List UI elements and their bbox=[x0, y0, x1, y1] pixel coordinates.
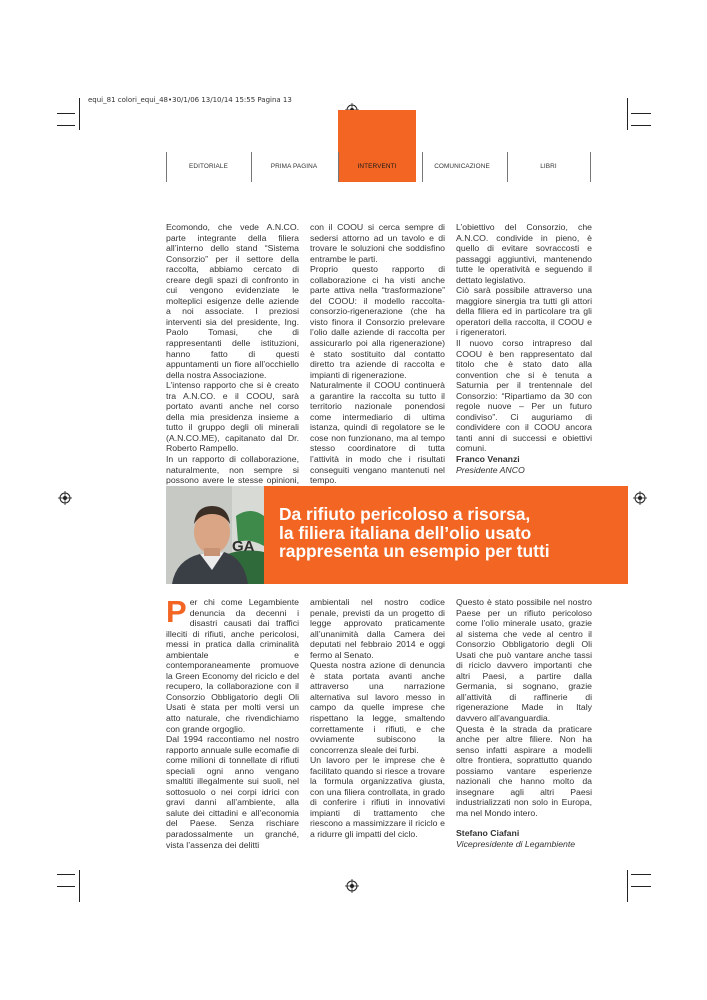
paragraph bbox=[166, 594, 299, 734]
signature-name: Franco Venanzi bbox=[456, 454, 520, 465]
print-slug: equi_81 colori_equi_48•30/1/06 13/10/14 15:55 Pagina 13 bbox=[88, 96, 292, 104]
registration-mark-icon bbox=[633, 491, 647, 505]
paragraph: Questa è la strada da praticare anche per altre filiere. Non ha senso infatti aspirare a modelli oltre frontiera, soprattutto quando possiamo vantare esperienze nazionali che hanno molto da insegnare agli altri Paesi industrializzati non solo in Europa, ma nel Mondo intero. bbox=[456, 723, 592, 818]
paragraph: Ecomondo, che vede A.N.CO. parte integrante della filiera all’interno dello stand “Sistema Consorzio” per il settore della raccolta, abbiamo cercato di creare degli spazi di confronto in cui vengono evidenziate le molteplici esigenze delle aziende a noi associate. I preziosi interventi sia del presidente, Ing. Paolo Tomasi, che di rappresentanti delle istituzioni, hanno fatto di questi appuntamenti un fiore all’occhiello della nostra Associazione. bbox=[166, 222, 299, 380]
headline-line: rappresenta un esempio per tutti bbox=[279, 541, 550, 561]
nav-divider bbox=[590, 152, 591, 182]
paragraph: Proprio questo rapporto di collaborazione ci ha visti anche parte attiva nella “trasformazione” del COOU: il modello raccolta-consorzio-rigenerazione (che ha visto finora il Consorzio prelevare l’olio dalle aziende di raccolta per assicurarlo poi alla rigenerazione) è stato sostituito dal contatto diretto tra aziende di raccolta e impianti di rigenerazione. bbox=[310, 264, 445, 380]
signature-name: Stefano Ciafani bbox=[456, 828, 520, 839]
paragraph: L’obiettivo del Consorzio, che A.N.CO. condivide in pieno, è quello di evitare sovraccosti e passaggi aggiuntivi, mantenendo tutte le operatività e seguendo il dettato legislativo. bbox=[456, 222, 592, 285]
nav-item-editoriale[interactable]: EDITORIALE bbox=[189, 163, 228, 170]
photo-background-lettering: GA bbox=[232, 538, 255, 555]
paragraph: Questo è stato possibile nel nostro Paese per un rifiuto pericoloso come l’olio minerale usato, grazie al sistema che vede al centro il Consorzio Obbligatorio degli Oli Usati che può vantare anche tassi di riciclo davvero importanti che altri Paesi, a partire dalla Germania, si sognano, grazie all’attività di raffinerie di rigenerazione Made in Italy davvero all’avanguardia. bbox=[456, 597, 592, 724]
drop-cap: P bbox=[166, 594, 187, 629]
paragraph: Naturalmente il COOU continuerà a garantire la raccolta su tutto il territorio nazionale ponendosi come intermediario di ultima istanza, quindi di regolatore se le cose non funzionano, ma al tempo stesso coordinatore di tutta l’attività in modo che i risultati conseguiti vengano mantenuti nel tempo. bbox=[310, 380, 445, 486]
paragraph: L’intenso rapporto che si è creato tra A.N.CO. e il COOU, sarà portato avanti anche nel corso della mia presidenza insieme a tutto il gruppo degli oli minerali (A.N.CO.ME), capitanato dal Dr. Roberto Rampello. bbox=[166, 380, 299, 454]
article1-column-2 bbox=[310, 222, 445, 486]
paragraph: Ciò sarà possibile attraverso una maggiore sinergia tra tutti gli attori della filiera ed in particolare tra gli operatori della raccolta, il COOU e i rigeneratori. bbox=[456, 285, 592, 338]
article1-column-3 bbox=[456, 222, 592, 475]
paragraph-text: er chi come Legambiente denuncia da decenni i disastri causati dai traffici illeciti di rifiuti, anche pericolosi, messi in pratica dalla criminalità ambientale e contemporaneamente promuove la Green Economy del riciclo e del recupero, la collaborazione con il Consorzio Obbligatorio degli Oli Usati è stata per molti versi un atto naturale, che rivendichiamo con grande orgoglio. bbox=[166, 597, 299, 734]
paragraph: Un lavoro per le imprese che è facilitato quando si riesce a trovare la formula organizzativa giusta, con una filiera controllata, in grado di conferire i rifiuti in innovativi impianti di trattamento che riescono a massimizzare il riciclo e a ridurre gli impatti del ciclo. bbox=[310, 755, 445, 840]
article1-column-1 bbox=[166, 222, 299, 496]
article2-column-1 bbox=[166, 594, 299, 850]
article2-column-3 bbox=[456, 597, 592, 850]
registration-mark-icon bbox=[58, 491, 72, 505]
section-nav bbox=[166, 152, 590, 182]
nav-item-interventi[interactable]: INTERVENTI bbox=[357, 163, 397, 170]
signature-role: Vicepresidente di Legambiente bbox=[456, 839, 576, 850]
paragraph: ambientali nel nostro codice penale, previsti da un progetto di legge approvato praticamente all’unanimità dalla Camera dei deputati nel febbraio 2014 e oggi fermo al Senato. bbox=[310, 597, 445, 660]
paragraph: In un rapporto di collaborazione, naturalmente, non sempre si possono avere le stesse opinioni, bbox=[166, 454, 299, 486]
article2-column-2 bbox=[310, 597, 445, 840]
headline-line: la filiera italiana dell’olio usato bbox=[279, 522, 532, 543]
article2-headline bbox=[279, 505, 619, 561]
nav-item-prima-pagina[interactable]: PRIMA PAGINA bbox=[270, 163, 318, 170]
nav-item-libri[interactable]: LIBRI bbox=[540, 163, 557, 170]
author-photo bbox=[166, 486, 264, 584]
paragraph: Il nuovo corso intrapreso dal COOU è ben rappresentato dal titolo che è stato dato alla convention che si è tenuta a Saturnia per il trentennale del Consorzio: “Ripartiamo da 30 con regole nuove – Per un futuro condiviso”. Ci auguriamo di condividere con il COOU ancora tanti anni di successi e obiettivi comuni. bbox=[456, 338, 592, 454]
paragraph: Dal 1994 raccontiamo nel nostro rapporto annuale sulle ecomafie di come milioni di tonnellate di rifiuti speciali ogni anno vengano smaltiti illegalmente sui suoli, nel sottosuolo o nei corpi idrici con gravi danni all’ambiente, alla salute dei cittadini e all’economia del Paese. Senza rischiare paradossalmente un granché, vista l’assenza dei delitti bbox=[166, 734, 299, 850]
registration-mark-icon bbox=[345, 879, 359, 893]
paragraph: Questa nostra azione di denuncia è stata portata avanti anche attraverso una narrazione alternativa sul lavoro messo in campo da quelle imprese che rispettano la legge, smaltendo correttamente i rifiuti, e che ovviamente subiscono la concorrenza sleale dei furbi. bbox=[310, 660, 445, 755]
headline-line: Da rifiuto pericoloso a risorsa, bbox=[279, 504, 531, 524]
signature-role: Presidente ANCO bbox=[456, 464, 525, 475]
paragraph: con il COOU si cerca sempre di sedersi attorno ad un tavolo e di trovare le soluzioni che soddisfino entrambe le parti. bbox=[310, 222, 445, 264]
portrait-image bbox=[166, 486, 264, 584]
nav-item-comunicazione[interactable]: COMUNICAZIONE bbox=[434, 163, 490, 170]
